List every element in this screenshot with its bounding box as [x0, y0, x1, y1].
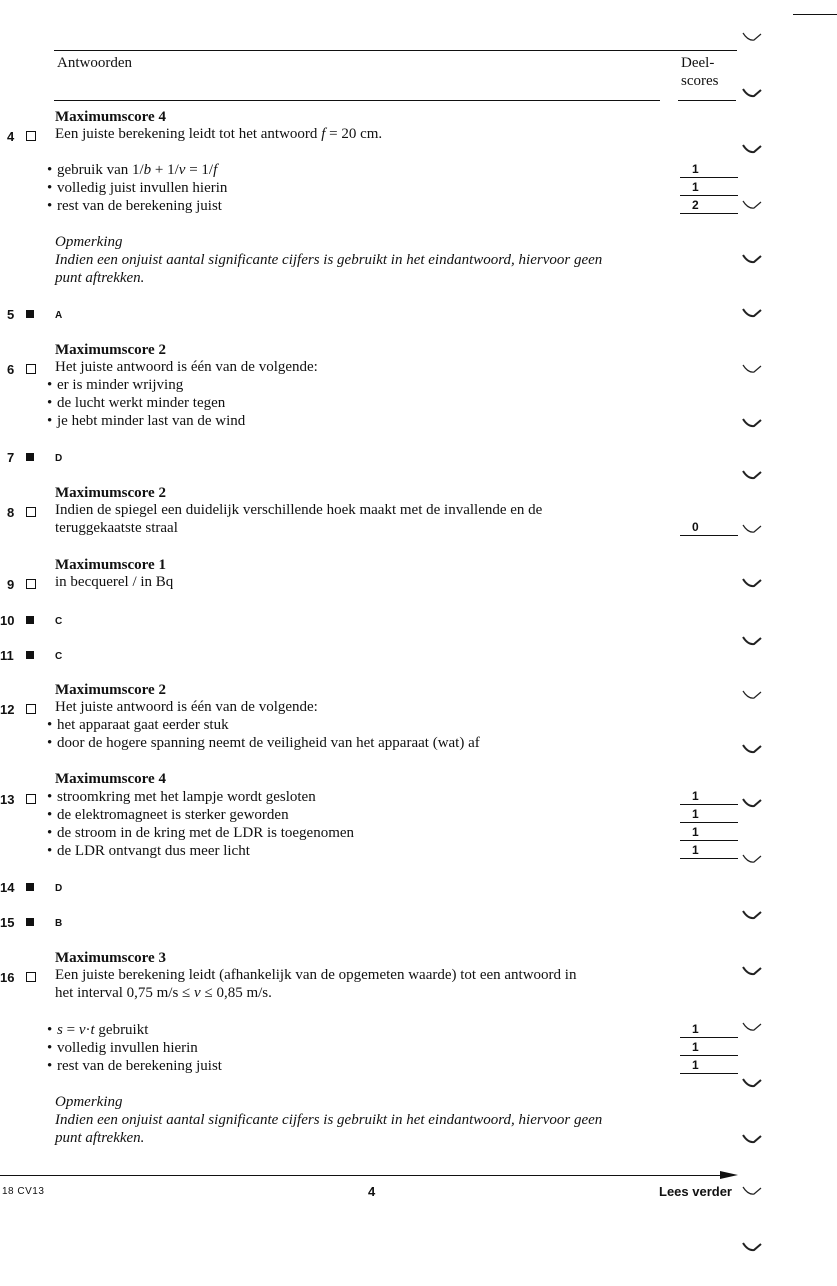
q4-maxscore: Maximumscore 4: [55, 109, 166, 125]
q9-number: 9: [7, 577, 15, 592]
q13-maxscore: Maximumscore 4: [55, 771, 166, 787]
checkmark-icon: [742, 1022, 764, 1032]
q4-score-2: 1: [680, 180, 738, 196]
q16-remark-title: Opmerking: [55, 1094, 123, 1110]
q8-line-2: teruggekaatste straal: [55, 520, 178, 536]
q4-number: 4: [7, 129, 15, 144]
q15-number: 15: [0, 915, 15, 930]
q6-bullet-2: • de lucht werkt minder tegen: [47, 395, 226, 411]
q12-number: 12: [0, 702, 15, 717]
q13-bullet-2: • de elektromagneet is sterker geworden: [47, 807, 289, 823]
checkmark-icon: [742, 254, 764, 264]
q5-answer: A: [55, 310, 63, 321]
q16-maxscore: Maximumscore 3: [55, 950, 166, 966]
q13-score-4: 1: [680, 843, 738, 859]
q16-remark-1: Indien een onjuist aantal significante cijfers is gebruikt in het eindantwoord, hiervoor geen: [55, 1112, 603, 1128]
q13-bullet-4: • de LDR ontvangt dus meer licht: [47, 843, 250, 859]
q16-score-3: 1: [680, 1058, 738, 1074]
q12-maxscore: Maximumscore 2: [55, 682, 166, 698]
q6-bullet-1: • er is minder wrijving: [47, 377, 184, 393]
q10-answer: C: [55, 616, 63, 627]
checkmark-icon: [742, 1242, 764, 1252]
checkmark-icon: [742, 1134, 764, 1144]
q12-bullet-2: • door de hogere spanning neemt de veiligheid van het apparaat (wat) af: [47, 735, 480, 751]
footer-code: 18 CV13: [2, 1186, 45, 1197]
checkmark-icon: [742, 578, 764, 588]
q4-text: Een juiste berekening leidt tot het antwoord f = 20 cm.: [55, 126, 383, 142]
q8-score: 0: [680, 520, 738, 536]
header-scores: scores: [681, 73, 719, 89]
q4-bullet-2: • volledig juist invullen hierin: [47, 180, 228, 196]
q6-text: Het juiste antwoord is één van de volgende:: [55, 359, 318, 375]
q9-open-box: [26, 579, 36, 589]
q9-maxscore: Maximumscore 1: [55, 557, 166, 573]
q13-bullet-1: • stroomkring met het lampje wordt gesloten: [47, 789, 316, 805]
q16-bullet-3: • rest van de berekening juist: [47, 1058, 222, 1074]
q14-answer: D: [55, 883, 63, 894]
q4-score-3: 2: [680, 198, 738, 214]
q13-score-1: 1: [680, 789, 738, 805]
q16-bullet-2: • volledig invullen hierin: [47, 1040, 198, 1056]
q6-number: 6: [7, 362, 15, 377]
q15-answer: B: [55, 918, 63, 929]
checkmark-icon: [742, 524, 764, 534]
q11-mc-square: [26, 651, 34, 659]
q13-score-2: 1: [680, 807, 738, 823]
q16-bullet-1: • s = v·t gebruikt: [47, 1022, 149, 1038]
q13-number: 13: [0, 792, 15, 807]
q13-open-box: [26, 794, 36, 804]
checkmark-icon: [742, 418, 764, 428]
q7-number: 7: [7, 450, 15, 465]
q16-score-1: 1: [680, 1022, 738, 1038]
checkmark-icon: [742, 88, 764, 98]
q16-score-2: 1: [680, 1040, 738, 1056]
q4-open-box: [26, 131, 36, 141]
checkmark-icon: [742, 1078, 764, 1088]
q10-mc-square: [26, 616, 34, 624]
q11-answer: C: [55, 651, 63, 662]
checkmark-icon: [742, 32, 764, 42]
header-bottom-rule-scores: [678, 100, 736, 101]
q10-number: 10: [0, 613, 15, 628]
q14-mc-square: [26, 883, 34, 891]
q14-number: 14: [0, 880, 15, 895]
checkmark-icon: [742, 1186, 764, 1196]
checkmark-icon: [742, 966, 764, 976]
q6-bullet-3: • je hebt minder last van de wind: [47, 413, 246, 429]
header-antwoorden: Antwoorden: [57, 55, 132, 71]
q8-maxscore: Maximumscore 2: [55, 485, 166, 501]
q7-mc-square: [26, 453, 34, 461]
q11-number: 11: [0, 648, 14, 663]
q16-number: 16: [0, 970, 15, 985]
checkmark-icon: [742, 308, 764, 318]
q5-number: 5: [7, 307, 15, 322]
q4-score-1: 1: [680, 162, 738, 178]
q16-open-box: [26, 972, 36, 982]
q4-remark-1: Indien een onjuist aantal significante cijfers is gebruikt in het eindantwoord, hiervoor geen: [55, 252, 603, 268]
footer-page-number: 4: [368, 1184, 376, 1199]
checkmark-icon: [742, 744, 764, 754]
q16-remark-2: punt aftrekken.: [55, 1130, 145, 1146]
checkmark-icon: [742, 470, 764, 480]
checkmark-icon: [742, 910, 764, 920]
q8-line-1: Indien de spiegel een duidelijk verschillende hoek maakt met de invallende en de: [55, 502, 543, 518]
q16-line-1: Een juiste berekening leidt (afhankelijk van de opgemeten waarde) tot een antwoord in: [55, 967, 577, 983]
footer-arrow-icon: [720, 1169, 738, 1181]
corner-line: [793, 14, 837, 15]
q12-open-box: [26, 704, 36, 714]
checkmark-icon: [742, 690, 764, 700]
header-bottom-rule: [54, 100, 660, 101]
q7-answer: D: [55, 453, 63, 464]
footer-rule: [0, 1175, 724, 1176]
q4-bullet-1: • gebruik van 1/b + 1/v = 1/f: [47, 162, 218, 178]
header-top-rule: [54, 50, 737, 51]
q8-number: 8: [7, 505, 15, 520]
q9-text: in becquerel / in Bq: [55, 574, 174, 590]
q12-text: Het juiste antwoord is één van de volgende:: [55, 699, 318, 715]
q4-remark-2: punt aftrekken.: [55, 270, 145, 286]
checkmark-icon: [742, 364, 764, 374]
checkmark-icon: [742, 636, 764, 646]
footer-next: Lees verder: [659, 1184, 732, 1199]
q8-open-box: [26, 507, 36, 517]
q6-maxscore: Maximumscore 2: [55, 342, 166, 358]
q4-bullet-3: • rest van de berekening juist: [47, 198, 222, 214]
q12-bullet-1: • het apparaat gaat eerder stuk: [47, 717, 229, 733]
checkmark-icon: [742, 798, 764, 808]
q5-mc-square: [26, 310, 34, 318]
q13-bullet-3: • de stroom in de kring met de LDR is toegenomen: [47, 825, 355, 841]
q4-remark-title: Opmerking: [55, 234, 123, 250]
q15-mc-square: [26, 918, 34, 926]
q16-line-2: het interval 0,75 m/s ≤ v ≤ 0,85 m/s.: [55, 985, 272, 1001]
header-deel: Deel-: [681, 55, 715, 71]
checkmark-icon: [742, 200, 764, 210]
q13-score-3: 1: [680, 825, 738, 841]
checkmark-icon: [742, 144, 764, 154]
q6-open-box: [26, 364, 36, 374]
checkmark-icon: [742, 854, 764, 864]
